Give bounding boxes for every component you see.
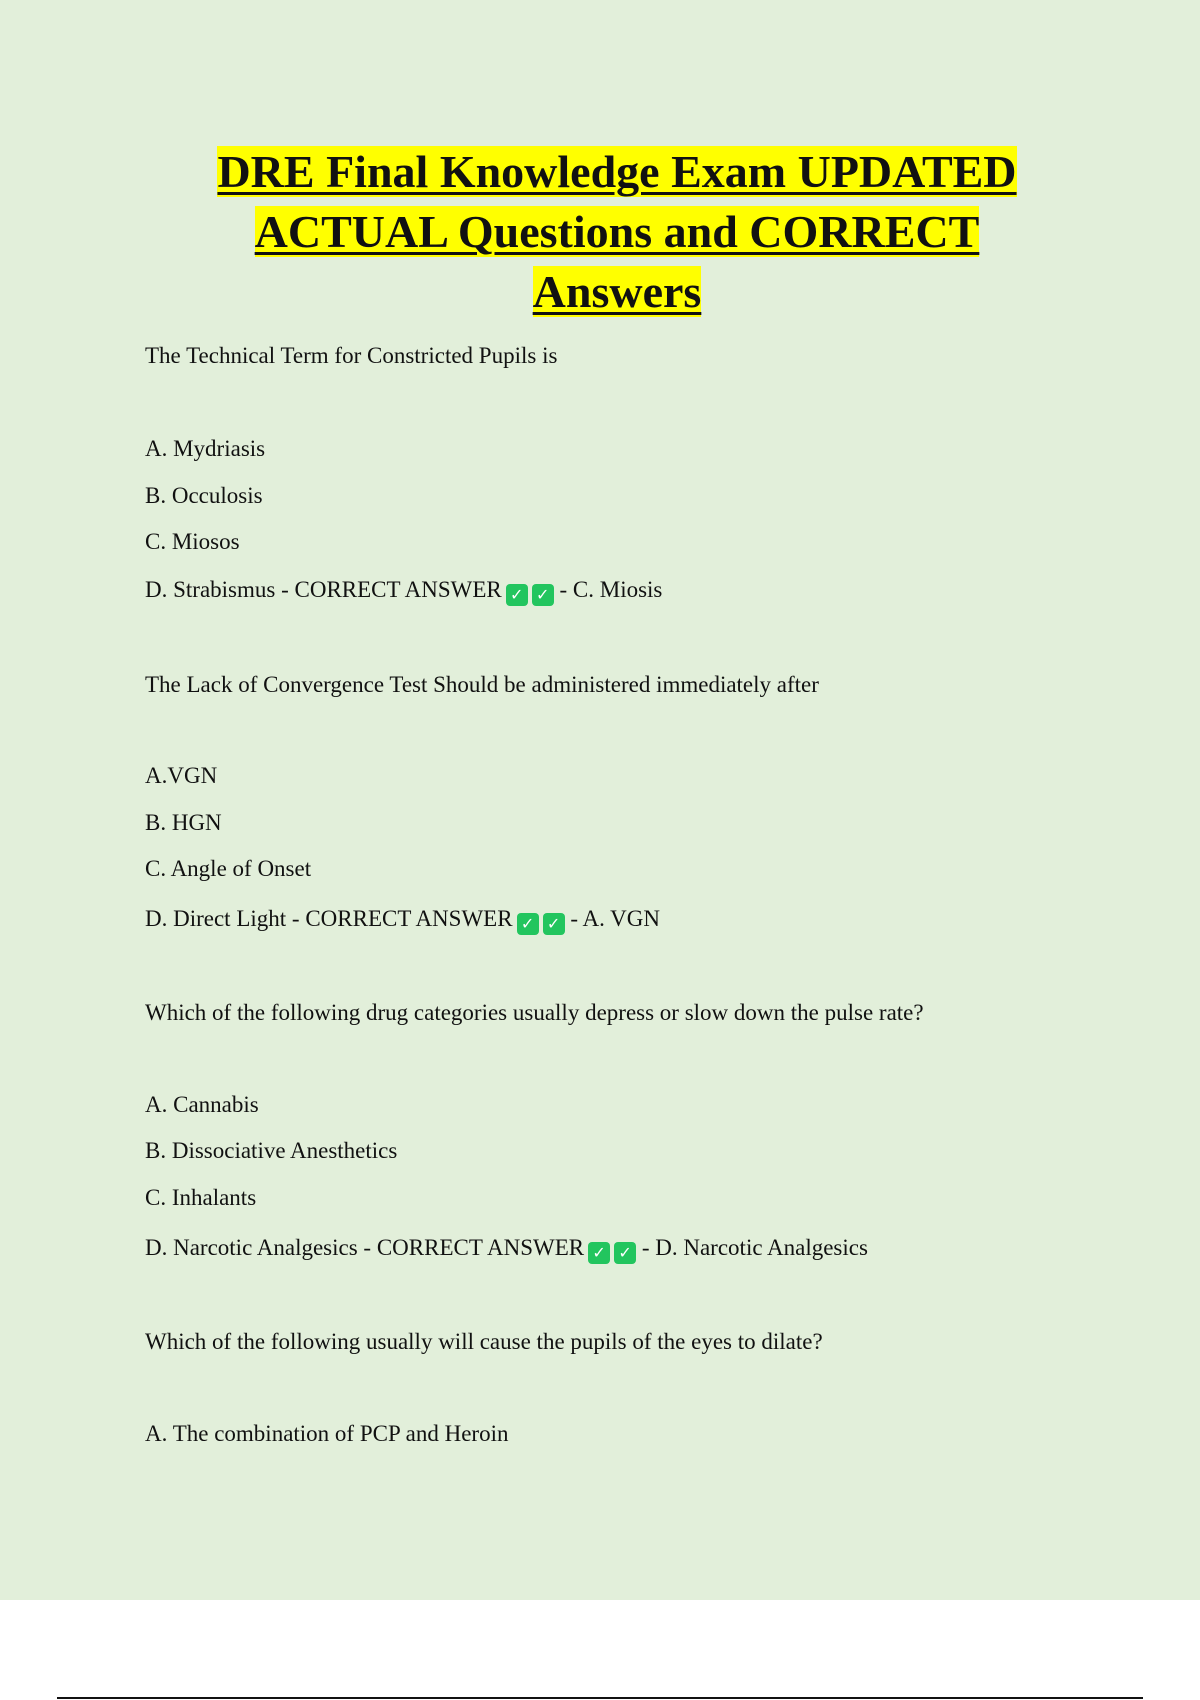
question-2-text: The Lack of Convergence Test Should be administered immediately after <box>145 672 819 697</box>
question-4-option-a: A. The combination of PCP and Heroin <box>145 1421 509 1446</box>
question-1-option-c: C. Miosos <box>145 529 240 554</box>
check-box-icon: ✓ <box>532 584 554 606</box>
footer-divider <box>57 1697 1143 1699</box>
title-line-1: DRE Final Knowledge Exam UPDATED <box>217 146 1017 197</box>
question-2-option-d <box>145 905 660 935</box>
question-3-option-b: B. Dissociative Anesthetics <box>145 1138 398 1163</box>
question-1-option-d-label: D. Strabismus - CORRECT ANSWER <box>145 577 502 602</box>
title-line-3: Answers <box>532 266 702 317</box>
check-box-icon: ✓ <box>614 1242 636 1264</box>
question-3-text: Which of the following drug categories usually depress or slow down the pulse rate? <box>145 1000 924 1025</box>
question-3-option-a: A. Cannabis <box>145 1092 259 1117</box>
check-box-icon: ✓ <box>588 1242 610 1264</box>
question-4-text: Which of the following usually will cause the pupils of the eyes to dilate? <box>145 1329 823 1354</box>
question-3-option-d-label: D. Narcotic Analgesics - CORRECT ANSWER <box>145 1235 585 1260</box>
question-3-option-c: C. Inhalants <box>145 1185 257 1210</box>
question-1-option-b: B. Occulosis <box>145 483 263 508</box>
question-2-option-a: A.VGN <box>145 763 218 788</box>
question-2-option-d-label: D. Direct Light - CORRECT ANSWER <box>145 906 513 931</box>
question-2-option-b: B. HGN <box>145 810 222 835</box>
question-2-answer: - A. VGN <box>570 906 660 931</box>
check-box-icon: ✓ <box>506 584 528 606</box>
question-3-option-d <box>145 1234 868 1264</box>
check-box-icon: ✓ <box>543 913 565 935</box>
document-title <box>120 142 1114 322</box>
question-2-option-c: C. Angle of Onset <box>145 856 312 881</box>
check-box-icon: ✓ <box>517 913 539 935</box>
question-1-option-a: A. Mydriasis <box>145 436 266 461</box>
title-line-2: ACTUAL Questions and CORRECT <box>254 206 980 257</box>
question-1-option-d <box>145 576 662 606</box>
question-1-text: The Technical Term for Constricted Pupils is <box>145 343 558 368</box>
question-3-answer: - D. Narcotic Analgesics <box>641 1235 868 1260</box>
question-1-answer: - C. Miosis <box>559 577 663 602</box>
